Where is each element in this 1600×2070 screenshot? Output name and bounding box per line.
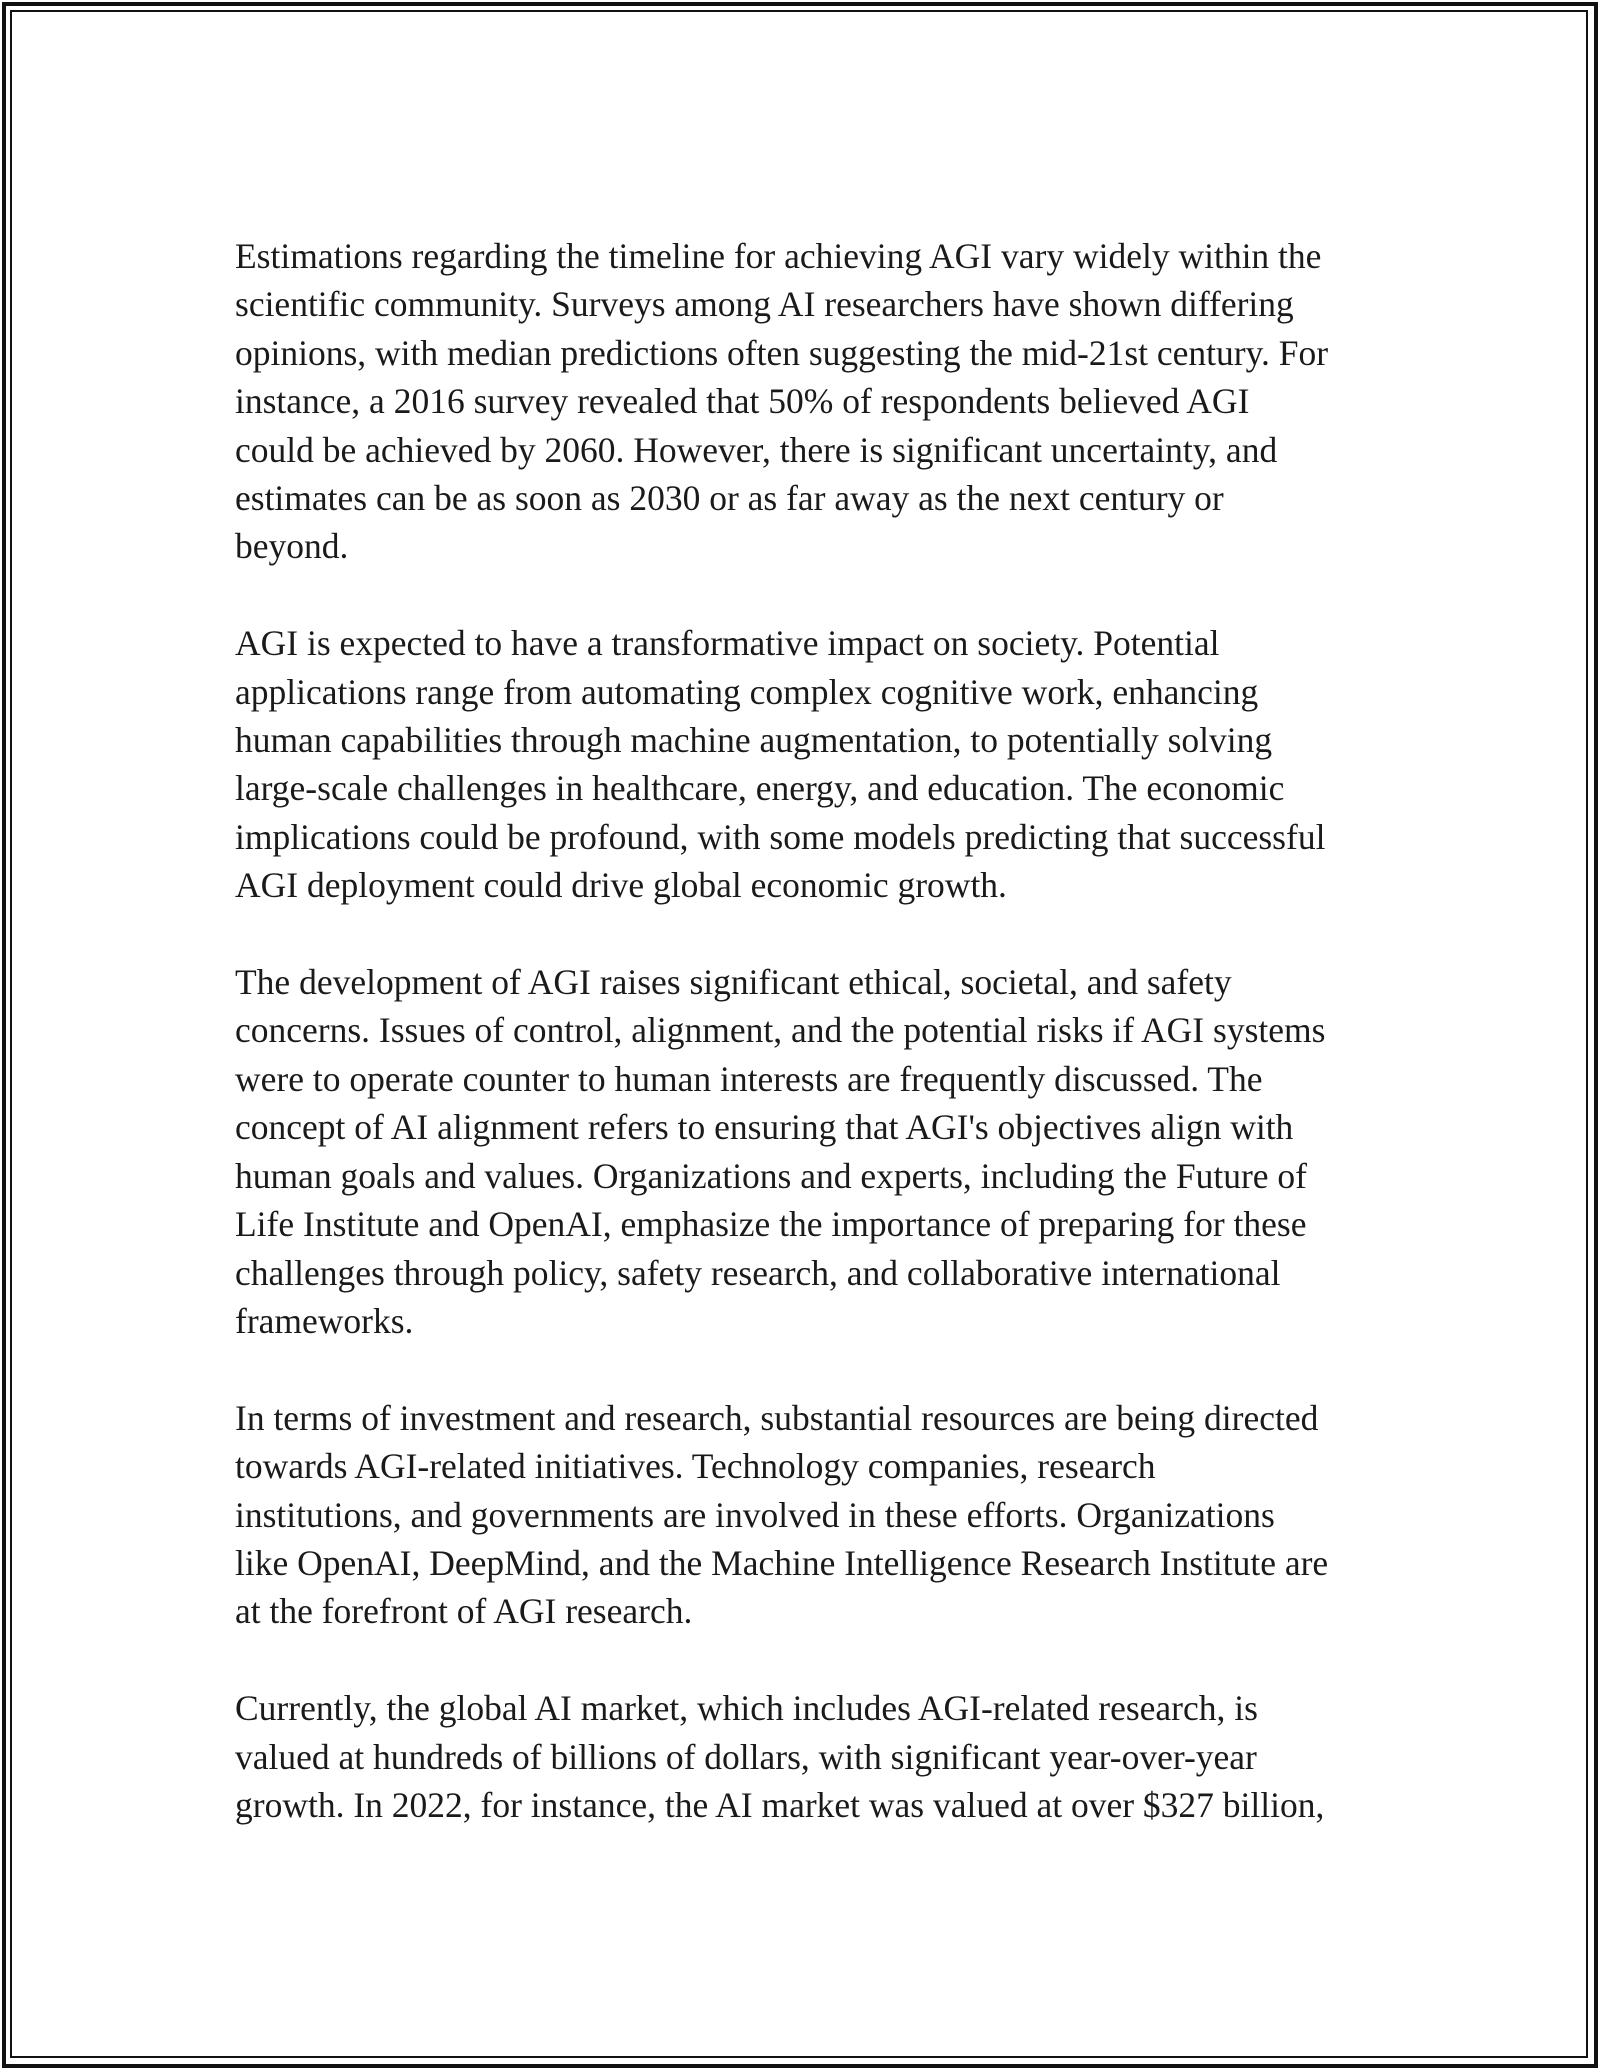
text-line: concept of AI alignment refers to ensuring that AGI's objectives align with: [235, 1107, 1294, 1148]
text-line: beyond.: [235, 526, 349, 567]
text-line: Life Institute and OpenAI, emphasize the importance of preparing for these: [235, 1204, 1307, 1245]
paragraph-agi-investment: [235, 1394, 1370, 1636]
text-line: concerns. Issues of control, alignment, and the potential risks if AGI systems: [235, 1010, 1326, 1051]
text-line: human goals and values. Organizations and experts, including the Future of: [235, 1155, 1307, 1196]
text-line: towards AGI-related initiatives. Technology companies, research: [235, 1446, 1156, 1487]
document-body: [235, 232, 1370, 1878]
text-line: AGI is expected to have a transformative impact on society. Potential: [235, 623, 1220, 664]
paragraph-agi-ethics: [235, 958, 1370, 1345]
text-line: like OpenAI, DeepMind, and the Machine Intelligence Research Institute are: [235, 1542, 1329, 1583]
text-line: challenges through policy, safety research, and collaborative international: [235, 1252, 1281, 1293]
text-line: scientific community. Surveys among AI researchers have shown differing: [235, 284, 1294, 325]
text-line: valued at hundreds of billions of dollars, with significant year-over-year: [235, 1736, 1257, 1777]
text-line: institutions, and governments are involved in these efforts. Organizations: [235, 1494, 1275, 1535]
text-line: implications could be profound, with some models predicting that successful: [235, 816, 1326, 857]
text-line: The development of AGI raises significant ethical, societal, and safety: [235, 962, 1232, 1003]
paragraph-agi-impact: [235, 619, 1370, 909]
paragraph-agi-timeline: [235, 232, 1370, 571]
text-line: frameworks.: [235, 1300, 414, 1341]
text-line: growth. In 2022, for instance, the AI market was valued at over $327 billion,: [235, 1784, 1325, 1825]
paragraph-ai-market: [235, 1684, 1370, 1829]
text-line: at the forefront of AGI research.: [235, 1591, 693, 1632]
text-line: were to operate counter to human interests are frequently discussed. The: [235, 1058, 1263, 1099]
text-line: could be achieved by 2060. However, there is significant uncertainty, and: [235, 429, 1278, 470]
text-line: human capabilities through machine augmentation, to potentially solving: [235, 720, 1273, 761]
text-line: Estimations regarding the timeline for achieving AGI vary widely within the: [235, 236, 1322, 276]
text-line: large-scale challenges in healthcare, energy, and education. The economic: [235, 768, 1285, 809]
text-line: opinions, with median predictions often suggesting the mid-21st century. For: [235, 332, 1329, 373]
text-line: AGI deployment could drive global economic growth.: [235, 865, 1007, 906]
text-line: applications range from automating complex cognitive work, enhancing: [235, 671, 1259, 712]
text-line: In terms of investment and research, substantial resources are being directed: [235, 1397, 1319, 1438]
text-line: estimates can be as soon as 2030 or as far away as the next century or: [235, 478, 1224, 519]
text-line: Currently, the global AI market, which includes AGI-related research, is: [235, 1688, 1258, 1729]
text-line: instance, a 2016 survey revealed that 50% of respondents believed AGI: [235, 381, 1250, 422]
